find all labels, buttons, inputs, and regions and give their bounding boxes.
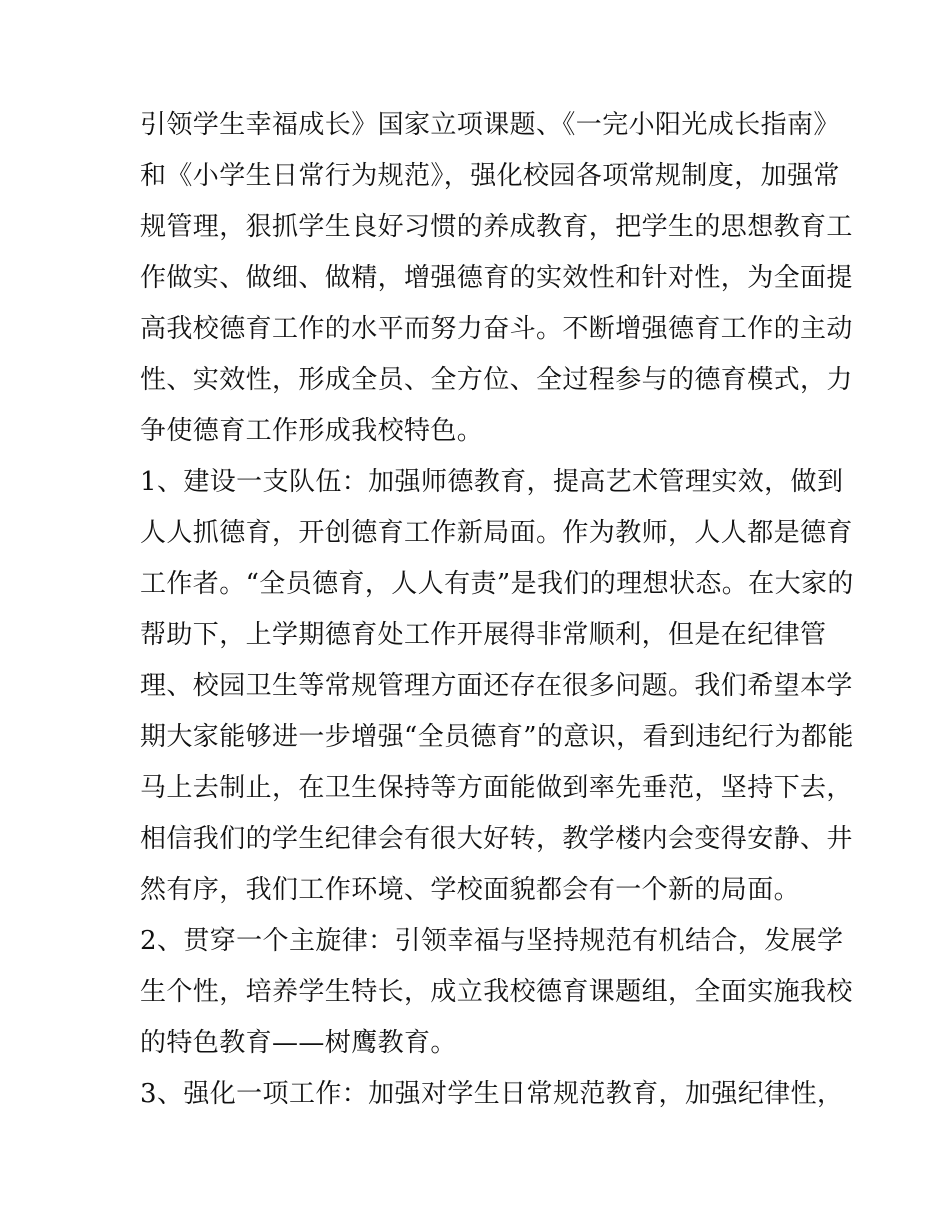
item-3-heading-line: 3、强化一项工作：加强对学生日常规范教育，加强纪律性， bbox=[140, 1079, 844, 1109]
text-line: 期大家能够进一步增强“全员德育”的意识，看到违纪行为都能 bbox=[140, 722, 854, 752]
document-body bbox=[140, 100, 854, 1120]
item-2-heading-line: 2、贯穿一个主旋律：引领幸福与坚持规范有机结合，发展学 bbox=[140, 926, 844, 956]
text-line: 性、实效性，形成全员、全方位、全过程参与的德育模式，力 bbox=[140, 365, 853, 395]
text-line: 和《小学生日常行为规范》，强化校园各项常规制度，加强常 bbox=[140, 161, 840, 191]
text-line: 帮助下，上学期德育处工作开展得非常顺利，但是在纪律管 bbox=[140, 620, 827, 650]
text-line: 理、校园卫生等常规管理方面还存在很多问题。我们希望本学 bbox=[140, 671, 853, 701]
text-line: 作做实、做细、做精，增强德育的实效性和针对性，为全面提 bbox=[140, 263, 853, 293]
text-line: 工作者。“全员德育，人人有责”是我们的理想状态。在大家的 bbox=[140, 569, 854, 599]
text-line: 生个性，培养学生特长，成立我校德育课题组，全面实施我校 bbox=[140, 977, 853, 1007]
text-line: 争使德育工作形成我校特色。 bbox=[140, 416, 484, 446]
text-line: 规管理，狠抓学生良好习惯的养成教育，把学生的思想教育工 bbox=[140, 212, 853, 242]
text-line: 的特色教育——树鹰教育。 bbox=[140, 1028, 457, 1058]
text-line: 高我校德育工作的水平而努力奋斗。不断增强德育工作的主动 bbox=[140, 314, 853, 344]
text-line: 相信我们的学生纪律会有很大好转，教学楼内会变得安静、井 bbox=[140, 824, 853, 854]
text-line: 马上去制止，在卫生保持等方面能做到率先垂范，坚持下去， bbox=[140, 773, 853, 803]
text-line: 然有序，我们工作环境、学校面貌都会有一个新的局面。 bbox=[140, 875, 801, 905]
text-line: 引领学生幸福成长》国家立项课题、《一完小阳光成长指南》 bbox=[140, 110, 840, 140]
text-line: 人人抓德育，开创德育工作新局面。作为教师，人人都是德育 bbox=[140, 518, 853, 548]
item-1-heading-line: 1、建设一支队伍：加强师德教育，提高艺术管理实效，做到 bbox=[140, 467, 844, 497]
